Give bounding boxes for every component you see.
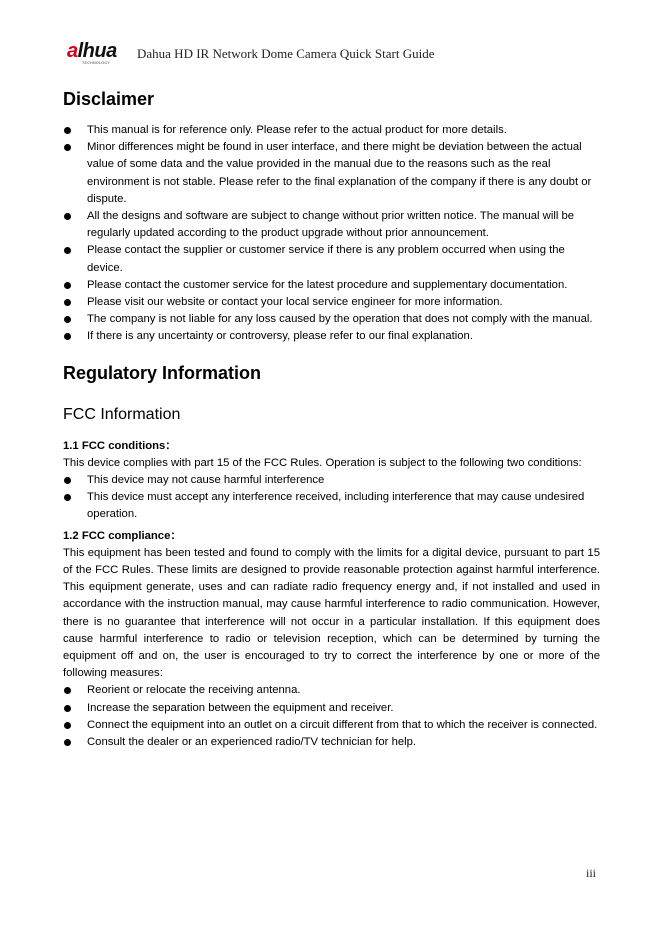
- dahua-logo: [67, 42, 133, 68]
- list-item: The company is not liable for any loss caused by the operation that does not comply with the manual.: [63, 311, 600, 328]
- list-item: All the designs and software are subject to change without prior written notice. The manual will be regularly updated according to the product upgrade without prior announcement.: [63, 208, 600, 242]
- fcc-compliance-measures-list: [63, 682, 600, 751]
- list-item: This manual is for reference only. Please refer to the actual product for more details.: [63, 122, 600, 139]
- list-item: If there is any uncertainty or controversy, please refer to our final explanation.: [63, 328, 600, 345]
- list-item: Please visit our website or contact your local service engineer for more information.: [63, 294, 600, 311]
- regulatory-heading: Regulatory Information: [63, 362, 262, 383]
- list-item: Consult the dealer or an experienced radio/TV technician for help.: [63, 734, 600, 751]
- page-content: [63, 84, 600, 751]
- fcc-conditions-list: [63, 472, 600, 524]
- logo-wordmark: lhua: [77, 40, 117, 62]
- page-number: iii: [586, 866, 597, 880]
- disclaimer-heading: Disclaimer: [63, 89, 155, 109]
- list-item: Connect the equipment into an outlet on a circuit different from that to which the receiver is connected.: [63, 717, 600, 734]
- page-header: [67, 38, 434, 68]
- fcc-information-heading: FCC Information: [63, 405, 181, 423]
- list-item: Please contact the customer service for the latest procedure and supplementary documentation.: [63, 277, 600, 294]
- fcc-compliance-body: This equipment has been tested and found to comply with the limits for a digital device, pursuant to part 15 of the FCC Rules. These limits are designed to provide reasonable protection against harmful interference. This equipment generate, uses and can radiate radio frequency energy and, if not installed and used in accordance with the instruction manual, may cause harmful interference to radio communication. However, there is no guarantee that interference will not occur in a particular installation. If this equipment does cause harmful interference to radio or television reception, which can be determined by turning the equipment off and on, the user is encouraged to try to correct the interference by one or more of the following measures:: [63, 546, 600, 680]
- list-item: Minor differences might be found in user interface, and there might be deviation between the actual value of some data and the value provided in the manual due to the reasons such as the real environment is not stable. Please refer to the final explanation of the company if there is any doubt or dispute.: [63, 139, 600, 208]
- list-item: This device may not cause harmful interference: [63, 472, 600, 489]
- document-title: Dahua HD IR Network Dome Camera Quick Start Guide: [137, 46, 435, 61]
- fcc-conditions-intro: This device complies with part 15 of the FCC Rules. Operation is subject to the following two conditions:: [63, 456, 582, 469]
- logo-accent-letter: a: [67, 40, 78, 62]
- disclaimer-list: [63, 122, 600, 346]
- list-item: Please contact the supplier or customer service if there is any problem occurred when using the device.: [63, 242, 600, 276]
- list-item: Increase the separation between the equipment and receiver.: [63, 700, 600, 717]
- list-item: This device must accept any interference received, including interference that may cause undesired operation.: [63, 489, 600, 523]
- fcc-conditions-heading: 1.1 FCC conditions：: [63, 439, 177, 452]
- fcc-compliance-heading: 1.2 FCC compliance：: [63, 529, 182, 542]
- list-item: Reorient or relocate the receiving antenna.: [63, 682, 600, 699]
- logo-subtitle: TECHNOLOGY: [82, 61, 111, 65]
